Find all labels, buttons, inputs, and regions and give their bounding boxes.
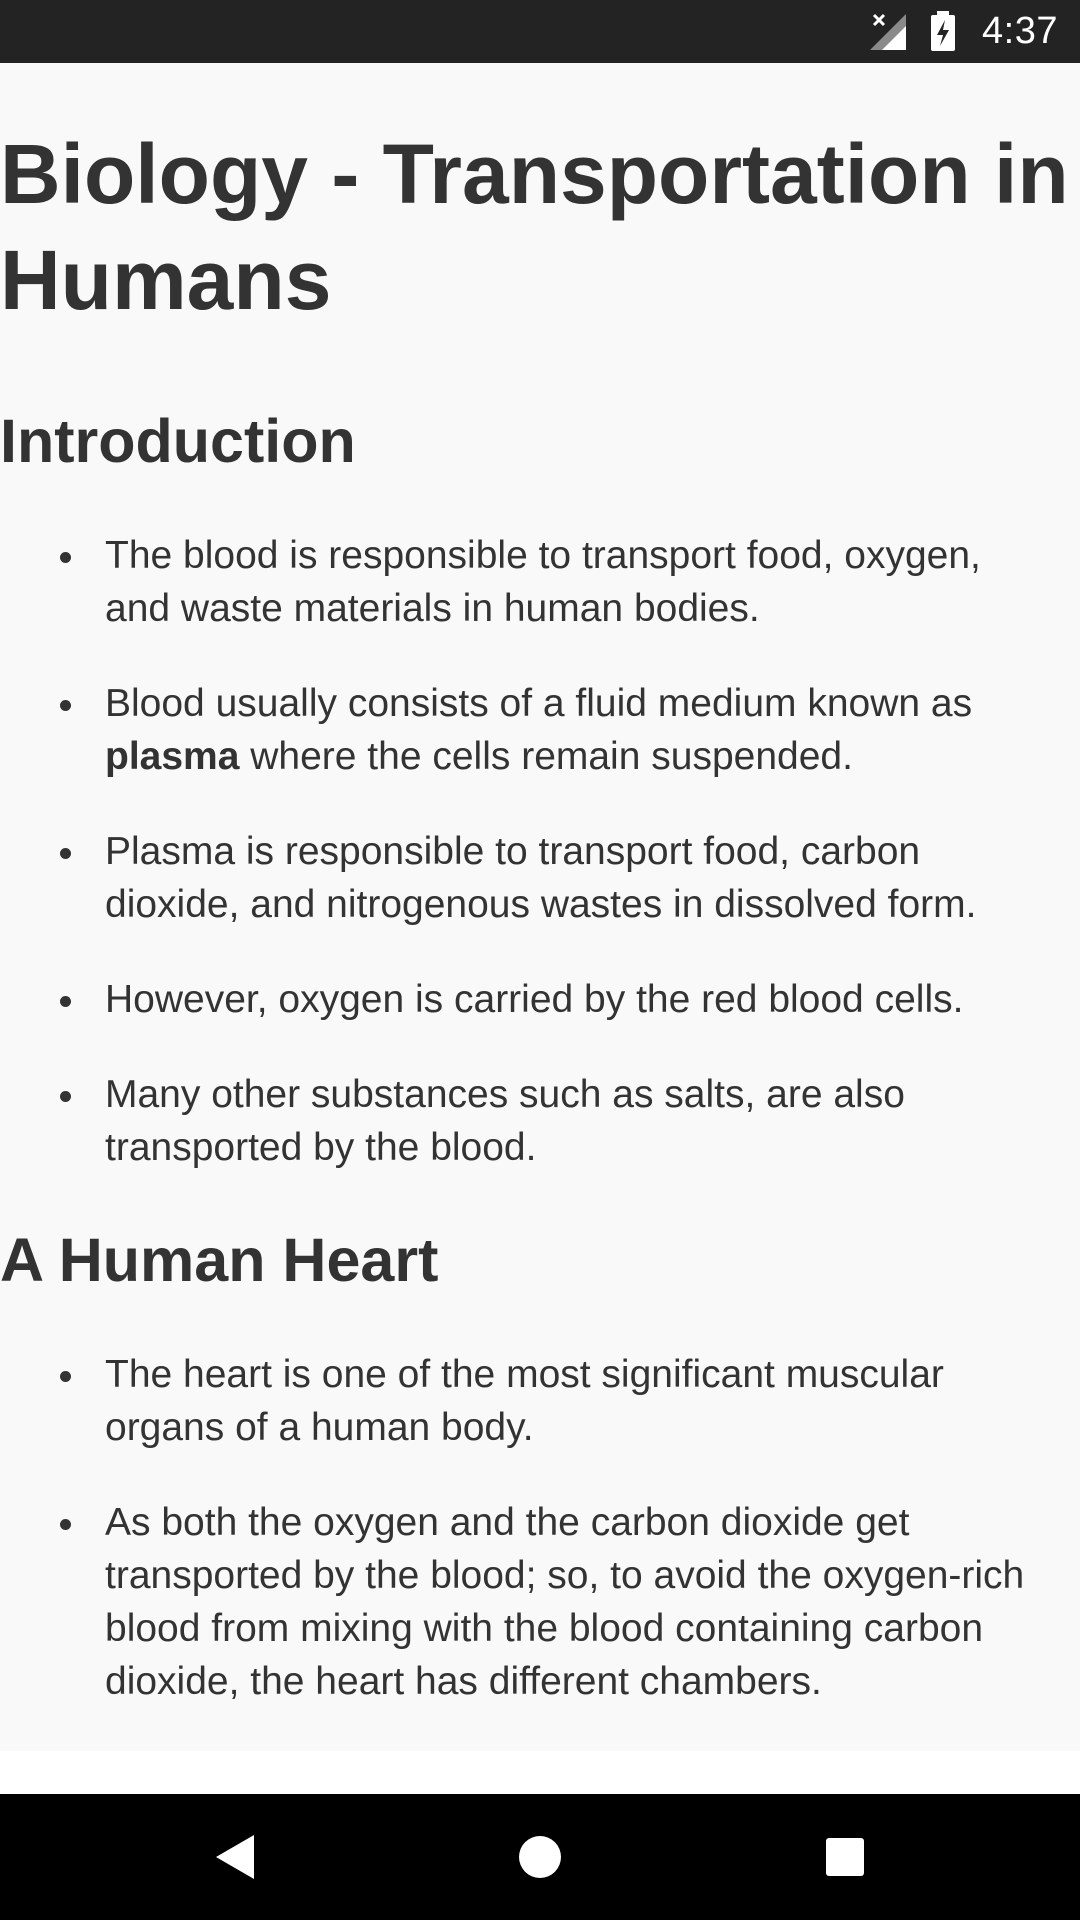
bullet-dot — [60, 1371, 71, 1382]
status-icons — [868, 0, 1058, 63]
list-item — [0, 973, 1080, 1026]
list-item — [0, 1068, 1080, 1174]
list-item-text: However, oxygen is carried by the red blood cells. — [105, 978, 964, 1021]
list-item — [0, 1496, 1080, 1708]
list-item-text-after: where the cells remain suspended. — [239, 735, 853, 778]
bold-term: plasma — [105, 735, 240, 778]
back-button[interactable] — [155, 1794, 315, 1920]
bullet-dot — [60, 996, 71, 1007]
no-signal-icon — [868, 12, 908, 52]
status-bar — [0, 0, 1080, 63]
bullet-dot — [60, 1091, 71, 1102]
back-icon — [212, 1832, 258, 1882]
list-item — [0, 1348, 1080, 1454]
bullet-dot — [60, 700, 71, 711]
page-title: Biology - Transportation in Humans — [0, 127, 1069, 327]
introduction-list — [0, 529, 1080, 1174]
list-item — [0, 677, 1080, 783]
bullet-dot — [60, 552, 71, 563]
list-item-text: Plasma is responsible to transport food, carbon dioxide, and nitrogenous wastes in dissolved form. — [105, 830, 977, 926]
home-icon — [517, 1834, 563, 1880]
home-button[interactable] — [460, 1794, 620, 1920]
list-item-text: Many other substances such as salts, are also transported by the blood. — [105, 1073, 905, 1169]
bullet-dot — [60, 1519, 71, 1530]
section-heading-human-heart: A Human Heart — [0, 1226, 439, 1294]
recents-button[interactable] — [765, 1794, 925, 1920]
recents-icon — [824, 1836, 866, 1878]
list-item-text: The heart is one of the most significant muscular organs of a human body. — [105, 1353, 944, 1449]
status-time: 4:37 — [982, 10, 1058, 52]
bullet-dot — [60, 848, 71, 859]
human-heart-list — [0, 1348, 1080, 1708]
battery-charging-icon — [928, 11, 958, 53]
list-item-text: The blood is responsible to transport food, oxygen, and waste materials in human bodies. — [105, 534, 981, 630]
list-item-text-before: Blood usually consists of a fluid medium known as — [105, 682, 973, 725]
list-item-text: As both the oxygen and the carbon dioxide get transported by the blood; so, to avoid the oxygen-rich blood from mixing with the blood containing carbon dioxide, the heart has different chambers. — [105, 1501, 1025, 1703]
navigation-bar — [0, 1794, 1080, 1920]
list-item — [0, 529, 1080, 635]
section-heading-introduction: Introduction — [0, 407, 356, 475]
article-content[interactable] — [0, 63, 1080, 1751]
list-item — [0, 825, 1080, 931]
